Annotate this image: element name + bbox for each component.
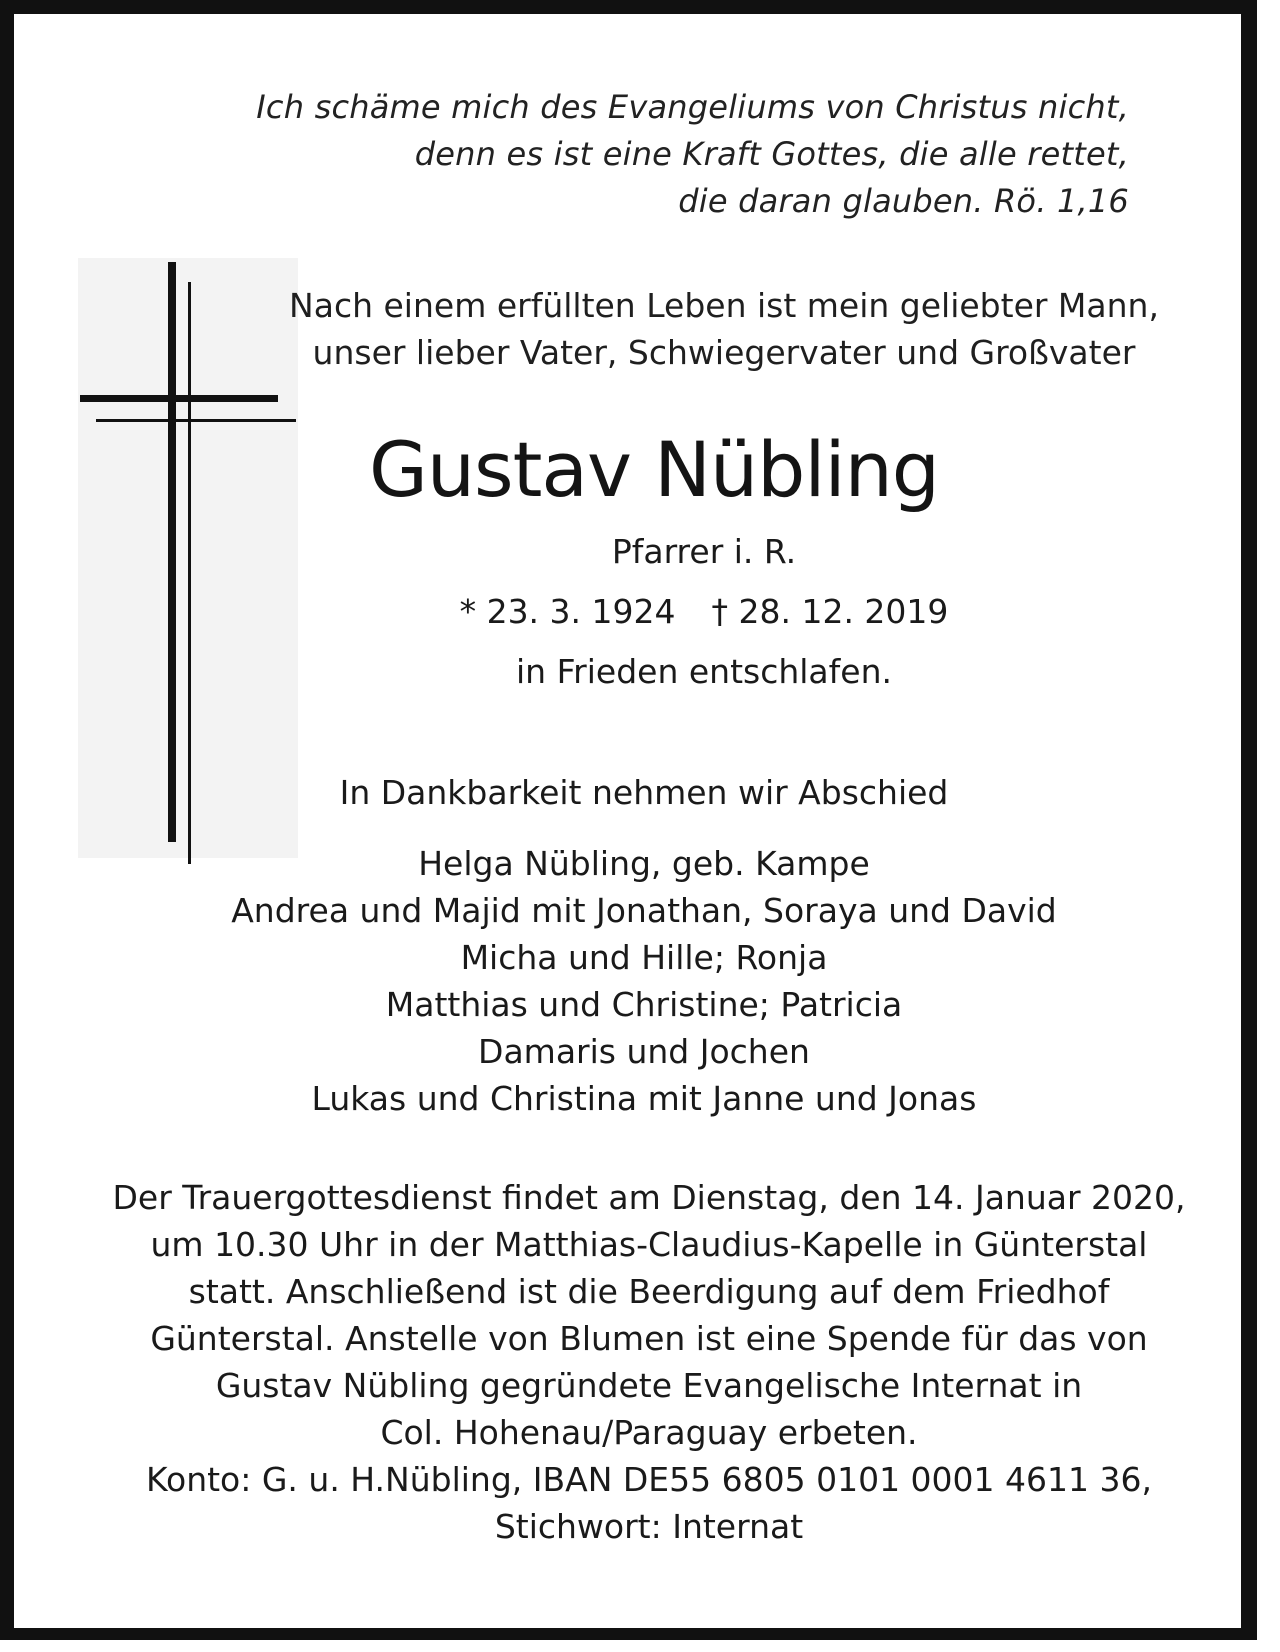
peace-phrase: in Frieden entschlafen.: [516, 652, 892, 691]
bible-verse: [129, 84, 1129, 225]
family-member: Matthias und Christine; Patricia: [385, 985, 903, 1024]
verse-line: die daran glauben. Rö. 1,16: [678, 182, 1129, 220]
service-line: Gustav Nübling gegründete Evangelische Internat in: [215, 1366, 1083, 1405]
service-line: Günterstal. Anstelle von Blumen ist eine Spende für das von: [150, 1319, 1148, 1358]
service-line: statt. Anschließend ist die Beerdigung auf dem Friedhof: [188, 1272, 1110, 1311]
family-member: Damaris und Jochen: [478, 1032, 810, 1071]
life-dates: [274, 590, 1134, 634]
intro-text: [274, 282, 1174, 376]
deceased-name: Gustav Nübling: [368, 425, 940, 514]
farewell-heading: In Dankbarkeit nehmen wir Abschied: [339, 773, 949, 812]
family-member: Andrea und Majid mit Jonathan, Soraya und David: [231, 891, 1057, 930]
service-line: Col. Hohenau/Paraguay erbeten.: [380, 1413, 918, 1452]
family-member: Lukas und Christina mit Janne und Jonas: [311, 1079, 977, 1118]
verse-line: Ich schäme mich des Evangeliums von Christus nicht,: [256, 88, 1129, 126]
family-list: [94, 840, 1194, 1122]
service-information: [54, 1174, 1244, 1550]
donation-keyword: Stichwort: Internat: [494, 1507, 804, 1546]
family-member: Micha und Hille; Ronja: [460, 938, 828, 977]
intro-line: Nach einem erfüllten Leben ist mein geliebter Mann,: [289, 286, 1159, 325]
deceased-title: Pfarrer i. R.: [611, 532, 797, 571]
bank-account: Konto: G. u. H.Nübling, IBAN DE55 6805 0101 0001 4611 36,: [146, 1460, 1152, 1499]
service-line: Der Trauergottesdienst findet am Dienstag, den 14. Januar 2020,: [112, 1178, 1186, 1217]
verse-line: denn es ist eine Kraft Gottes, die alle rettet,: [414, 135, 1129, 173]
service-line: um 10.30 Uhr in der Matthias-Claudius-Kapelle in Günterstal: [150, 1225, 1148, 1264]
death-date: † 28. 12. 2019: [711, 592, 949, 631]
intro-line: unser lieber Vater, Schwiegervater und Großvater: [312, 333, 1136, 372]
family-member: Helga Nübling, geb. Kampe: [418, 844, 870, 883]
birth-date: * 23. 3. 1924: [459, 592, 676, 631]
